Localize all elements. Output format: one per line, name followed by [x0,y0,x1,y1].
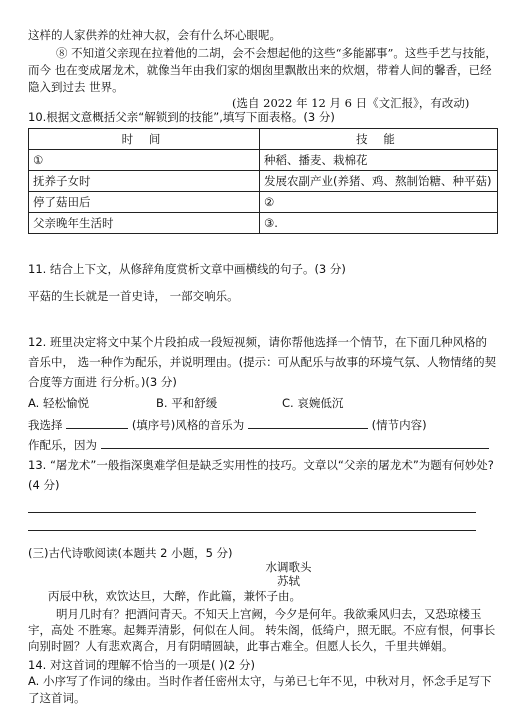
label-because: 作配乐，因为 [28,438,97,452]
option-12-a[interactable]: A. 轻松愉悦 [28,396,89,410]
passage-source: (选自 2022 年 12 月 6 日《文汇报》，有改动) [232,96,470,110]
table-cell: 停了菇田后 [29,192,260,213]
table-cell[interactable]: ② [260,192,498,213]
table-cell: 父亲晚年生活时 [29,213,260,234]
table-header-skill: 技 能 [260,129,498,150]
answer-12-line1 [28,416,427,432]
table-cell: 抚养子女时 [29,171,260,192]
passage-line: 这样的人家供养的灶神大叔，会有什么坏心眼呢。 [28,28,281,42]
question-10: 10.根据文意概括父亲“解锁到的技能”,填写下面表格。(3 分) [28,110,335,124]
blank-style[interactable] [248,416,368,429]
label-i-choose: 我选择 [28,418,63,432]
table-cell[interactable]: ③. [260,213,498,234]
table-cell: 发展农副产业(养猪、鸡、熬制饴糖、种平菇) [260,171,498,192]
table-row [29,150,498,171]
table-row [29,171,498,192]
table-row [29,192,498,213]
passage-paragraph-8: ⑧ 不知道父亲现在拉着他的二胡，会不会想起他的这些“多能鄙事”。这些手艺与技能，而今 也在变成屠龙术，就像当年由我们家的烟囱里飘散出来的炊烟，带着人间的馨香，已经隐入到过去 世界。 [28,46,497,94]
table-cell[interactable]: ① [29,150,260,171]
label-fill-number: (填序号)风格的音乐为 [131,418,248,432]
table-header-time: 时 间 [29,129,260,150]
answer-12-line2 [28,436,489,452]
answer-line[interactable] [28,512,476,513]
label-plot: (情节内容) [371,418,427,432]
option-12-b[interactable]: B. 平和舒缓 [156,396,218,410]
section-3-heading: (三)古代诗歌阅读(本题共 2 小题，5 分) [28,546,233,560]
question-13: 13. “屠龙术”一般指深奥难学但是缺乏实用性的技巧。文章以“父亲的屠龙术”为题有何妙处?(4 分) [28,458,494,492]
poem-author: 苏轼 [277,574,300,588]
poem-preface: 丙辰中秋，欢饮达旦，大醉，作此篇，兼怀子由。 [48,589,301,603]
skills-table [28,128,498,234]
table-header-row [29,129,498,150]
poem-body: 明月几时有？把酒问青天。不知天上宫阙，今夕是何年。我欲乘风归去，又恐琼楼玉宇，高处 不胜寒。起舞弄清影，何似在人间。 转朱阁，低绮户，照无眠。不应有恨，何事长向别时圆？人有悲欢离合，月有阴晴圆缺，此事古难全。但愿人长久，千里共婵娟。 [28,607,496,653]
blank-choice[interactable] [66,416,128,429]
option-12-c[interactable]: C. 哀婉低沉 [282,396,344,410]
answer-11[interactable]: 平菇的生长就是一首史诗， 一部交响乐。 [28,289,239,303]
table-row [29,213,498,234]
option-14-a[interactable]: A. 小序写了作词的缘由。当时作者任密州太守，与弟已七年不见，中秋对月，怀念手足写下了这首词。 [28,674,492,705]
question-12: 12. 班里决定将文中某个片段拍成一段短视频，请你帮他选择一个情节，在下面几种风格的音乐中， 选一种作为配乐，并说明理由。(提示：可从配乐与故事的环境气氛、人物情绪的契合度等方面进 行分析。)(3 分) [28,335,497,389]
poem-title: 水调歌头 [265,560,312,574]
question-11: 11. 结合上下文，从修辞角度赏析文章中画横线的句子。(3 分) [28,262,346,276]
blank-reason[interactable] [101,436,489,449]
question-14: 14. 对这首词的理解不恰当的一项是( )(2 分) [28,658,256,672]
table-cell: 种稻、播麦、栽棉花 [260,150,498,171]
answer-line[interactable] [28,530,476,531]
